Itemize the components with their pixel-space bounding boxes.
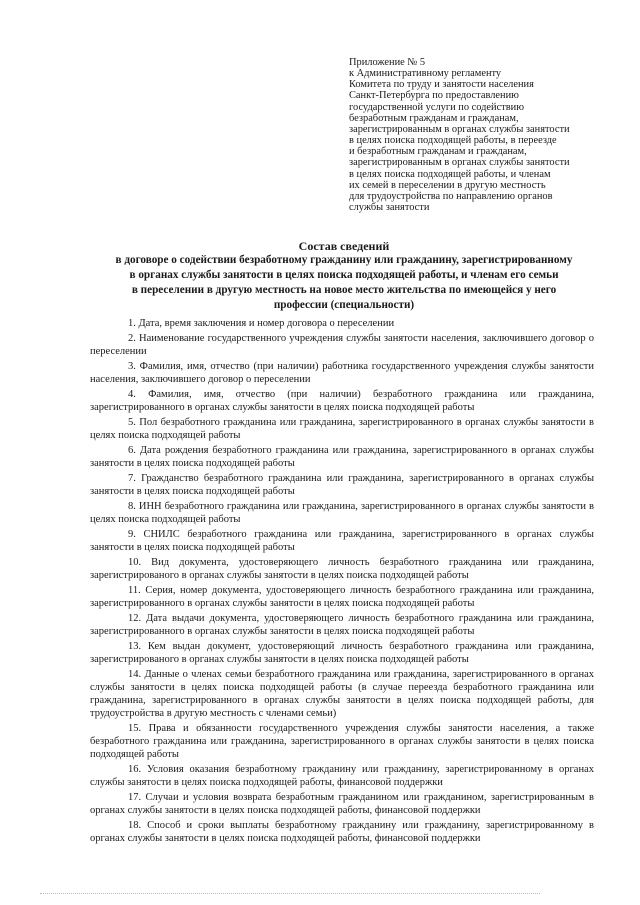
appendix-line: в целях поиска подходящей работы, в переезде	[349, 135, 557, 147]
title-line: в договоре о содействии безработному гражданину или гражданину, зарегистрированному	[115, 254, 573, 266]
title-line: в переселении в другую местность на новое место жительства по имеющейся у него	[131, 284, 557, 296]
appendix-line: в целях поиска подходящей работы, и членам	[349, 168, 551, 180]
appendix-line: безработным гражданам и гражданам,	[349, 112, 519, 124]
list-item: 8. ИНН безработного гражданина или гражданина, зарегистрированного в органах службы занятости в целях поиска подходящей работы	[90, 501, 594, 525]
title-line: профессии (специальности)	[273, 299, 415, 311]
appendix-line: Комитета по труду и занятости населения	[349, 79, 534, 91]
appendix-line: государственной услуги по содействию	[349, 101, 524, 113]
details-list	[90, 318, 594, 848]
appendix-line: и безработным гражданам и гражданам,	[349, 146, 527, 158]
list-item: 11. Серия, номер документа, удостоверяющего личность безработного гражданина или гражданина, зарегистрированного в органах службы занятости в целях поиска подходящей работы	[90, 585, 594, 609]
appendix-line: их семей в переселении в другую местность	[349, 179, 546, 191]
list-item: 17. Случаи и условия возврата безработным гражданином или гражданином, зарегистрированным в органах службы занятости в целях поиска подходящей работы, финансовой поддержки	[90, 791, 594, 816]
list-item: 9. СНИЛС безработного гражданина или гражданина, зарегистрированного в органах службы занятости в целях поиска подходящей работы	[90, 529, 594, 553]
appendix-line: Приложение № 5	[349, 57, 426, 68]
list-item: 13. Кем выдан документ, удостоверяющий личность безработного гражданина или гражданина, зарегистрированого в органах службы занятости в целях поиска подходящей работы	[90, 641, 594, 665]
list-item: 15. Права и обязанности государственного учреждения службы занятости населения, а также безработного гражданина или гражданина, зарегистрированного в органах службы занятости в целях поиска подходящей работы	[90, 722, 594, 760]
appendix-line: зарегистрированным в органах службы занятости	[349, 157, 570, 169]
list-item: 7. Гражданство безработного гражданина или гражданина, зарегистрированного в органах службы занятости в целях поиска подходящей работы	[90, 473, 594, 497]
list-item: 5. Пол безработного гражданина или гражданина, зарегистрированного в органах службы занятости в целях поиска подходящей работы	[90, 417, 594, 441]
title-heading: Состав сведений	[298, 239, 390, 253]
list-item: 1. Дата, время заключения и номер договора о переселении	[128, 318, 395, 329]
list-item: 12. Дата выдачи документа, удостоверяющего личность безработного гражданина или гражданина, зарегистрированного в органах службы занятости в целях поиска подходящей работы	[90, 613, 594, 637]
list-item: 2. Наименование государственного учреждения службы занятости населения, заключившего договор о переселении	[90, 333, 594, 357]
appendix-line: для трудоустройства по направлению органов	[349, 190, 553, 202]
appendix-line: Санкт-Петербурга по предоставлению	[349, 90, 519, 102]
appendix-header	[349, 57, 599, 213]
document-title	[96, 239, 592, 313]
list-item: 10. Вид документа, удостоверяющего личность безработного гражданина или гражданина, зарегистрированого в органах службы занятости в целях поиска подходящей работы	[90, 557, 594, 581]
title-line: в органах службы занятости в целях поиска подходящей работы, и членам его семьи	[129, 269, 559, 281]
appendix-line: к Административному регламенту	[349, 68, 502, 80]
list-item: 16. Условия оказания безработному гражданину или гражданину, зарегистрированному в органах службы занятости в целях поиска подходящей работы, финансовой поддержки	[90, 763, 594, 788]
list-item: 6. Дата рождения безработного гражданина или гражданина, зарегистрированного в органах службы занятости в целях поиска подходящей работы	[90, 445, 594, 469]
scan-edge-divider	[40, 893, 540, 894]
list-item: 18. Способ и сроки выплаты безработному гражданину или гражданину, зарегистрированному в органах службы занятости в целях поиска подходящей работы, финансовой поддержки	[90, 819, 594, 844]
appendix-line: службы занятости	[349, 202, 430, 214]
list-item: 14. Данные о членах семьи безработного гражданина или гражданина, зарегистрированного в органах службы занятости в целях поиска подходящей работы (в случае переезда безработного гражданина или гражданина, зарегистрированного в органах службы занятости в целях поиска подходящей работы, для трудоустройства в другую местность с членами семьи)	[90, 669, 594, 719]
list-item: 4. Фамилия, имя, отчество (при наличии) безработного гражданина или гражданина, зарегистрированного в органах службы занятости в целях поиска подходящей работы	[90, 389, 594, 413]
list-item: 3. Фамилия, имя, отчество (при наличии) работника государственного учреждения службы занятости населения, заключившего договор о переселении	[90, 361, 594, 385]
appendix-line: зарегистрированным в органах службы занятости	[349, 123, 570, 135]
